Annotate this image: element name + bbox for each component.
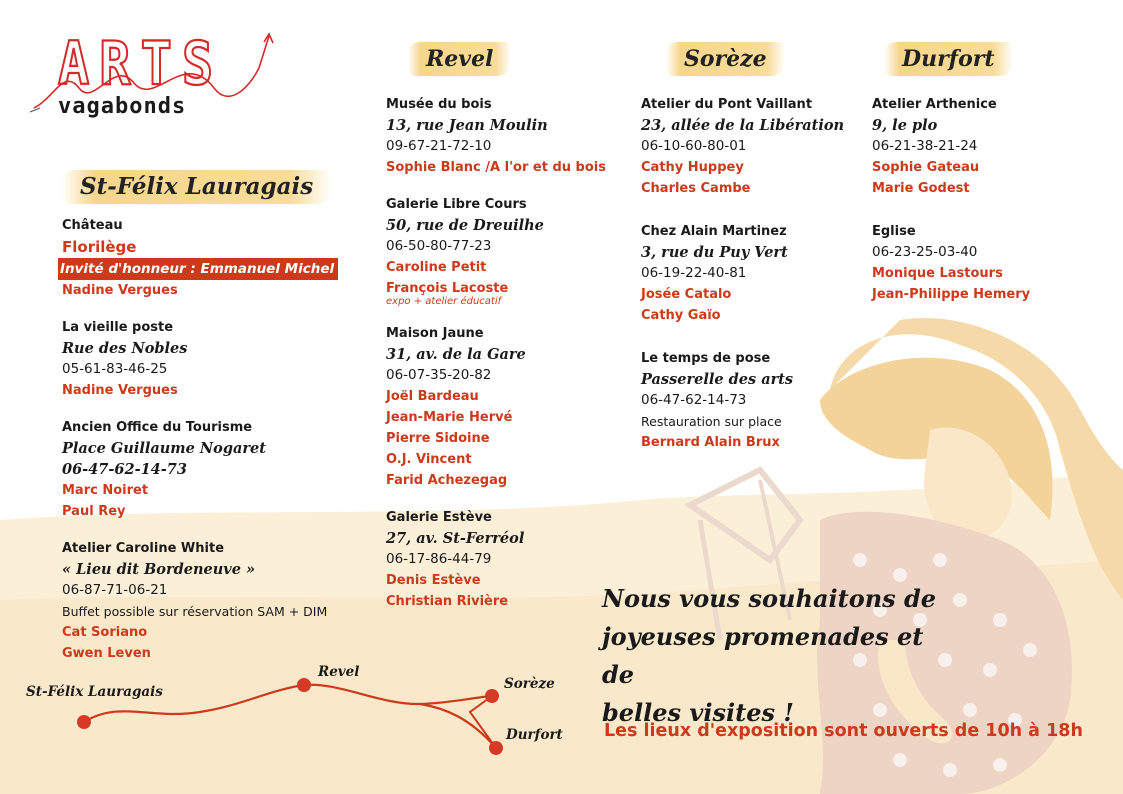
venue-address: Passerelle des arts [641,371,794,388]
venue-phone: 06-47-62-14-73 [62,461,187,478]
venue-address: 13, rue Jean Moulin [386,117,548,134]
venue-phone: 06-23-25-03-40 [872,244,978,260]
venue-name: La vieille poste [62,320,174,335]
artist-name: Marie Godest [872,181,970,196]
town-header-durfort: Durfort [884,42,1013,76]
artist-name: Christian Rivière [386,594,509,609]
logo-arts-text: ARTS [58,29,224,99]
artist-name: Joël Bardeau [386,389,479,404]
artist-name: Charles Cambe [641,181,751,196]
artist-name: Pierre Sidoine [386,431,490,446]
venue-highlight: Florilège [62,238,137,256]
venue-name: Eglise [872,224,916,239]
venue-name: Le temps de pose [641,351,771,366]
artist-name: Gwen Leven [62,646,151,661]
logo-vagabonds-text: vagabonds [58,94,187,119]
venue-address: 23, allée de la Libération [641,117,845,134]
artist-name: Sophie Gateau [872,160,980,175]
venue-address: Rue des Nobles [62,340,188,357]
artist-name: Denis Estève [386,573,481,588]
venue-address: 31, av. de la Gare [386,346,526,363]
opening-hours: Les lieux d'exposition sont ouverts de 10h à 18h [604,721,1083,741]
route-connector [470,696,496,748]
venue-address: « Lieu dit Bordeneuve » [62,561,256,578]
artist-name: Marc Noiret [62,483,149,498]
artist-name: Paul Rey [62,504,126,519]
artist-name: Bernard Alain Brux [641,435,780,450]
venue-name: Atelier Caroline White [62,541,225,556]
venue-phone: 06-87-71-06-21 [62,582,168,598]
route-branch [420,704,496,748]
venue-note: Restauration sur place [641,414,782,429]
artist-name: Caroline Petit [386,260,487,275]
venue-phone: 06-10-60-80-01 [641,138,747,154]
map-dot-st-felix [77,715,91,729]
venue-note: Buffet possible sur réservation SAM + DIM [62,604,328,619]
map-label-revel: Revel [318,664,360,680]
venue-address: 9, le plo [872,117,938,134]
artist-subnote: expo + atelier éducatif [386,296,502,307]
artist-name: O.J. Vincent [386,452,472,467]
map-label-durfort: Durfort [506,727,563,743]
map-dot-revel [297,678,311,692]
town-header-st-felix: St-Félix Lauragais [62,170,331,204]
artist-name: Jean-Marie Hervé [386,410,513,425]
venue-phone: 09-67-21-72-10 [386,138,492,154]
guest-of-honor-badge: Invité d'honneur : Emmanuel Michel [58,258,338,280]
wish-line: joyeuses promenades et de [602,622,924,689]
venue-name: Château [62,218,123,233]
town-header-revel: Revel [408,42,511,76]
venue-phone: 06-47-62-14-73 [641,392,747,408]
venue-name: Musée du bois [386,97,492,112]
map-dot-soreze [485,689,499,703]
wish-line: belles visites ! [602,698,794,727]
artist-name: Cathy Gaïo [641,308,721,323]
venue-address: Place Guillaume Nogaret [62,440,266,457]
venue-phone: 06-17-86-44-79 [386,551,492,567]
venue-name: Ancien Office du Tourisme [62,420,253,435]
venue-name: Atelier Arthenice [872,97,997,112]
artist-name: Farid Achezegag [386,473,508,488]
artist-name: François Lacoste [386,281,509,296]
artist-name: Josée Catalo [641,287,732,302]
venue-name: Galerie Libre Cours [386,197,527,212]
artist-name: Sophie Blanc /A l'or et du bois [386,160,606,175]
venue-name: Atelier du Pont Vaillant [641,97,813,112]
venue-address: 27, av. St-Ferréol [386,530,525,547]
map-label-soreze: Sorèze [504,676,555,692]
artist-name: Nadine Vergues [62,383,178,398]
venue-address: 50, rue de Dreuilhe [386,217,544,234]
artist-name: Cat Soriano [62,625,148,640]
venue-phone: 06-50-80-77-23 [386,238,492,254]
venue-phone: 05-61-83-46-25 [62,361,168,377]
venue-phone: 06-07-35-20-82 [386,367,492,383]
artist-name: Jean-Philippe Hemery [872,287,1031,302]
town-header-soreze: Sorèze [666,42,785,76]
map-label-st-felix: St-Félix Lauragais [26,684,163,700]
venue-phone: 06-21-38-21-24 [872,138,978,154]
venue-name: Chez Alain Martinez [641,224,787,239]
venue-name: Maison Jaune [386,326,484,341]
map-dot-durfort [489,741,503,755]
artist-name: Monique Lastours [872,266,1003,281]
artist-name: Cathy Huppey [641,160,744,175]
venue-address: 3, rue du Puy Vert [641,244,788,261]
wish-line: Nous vous souhaitons de [602,584,937,613]
venue-phone: 06-19-22-40-81 [641,265,747,281]
closing-wish [602,580,962,732]
venue-name: Galerie Estève [386,510,492,525]
artist-name: Nadine Vergues [62,283,178,298]
